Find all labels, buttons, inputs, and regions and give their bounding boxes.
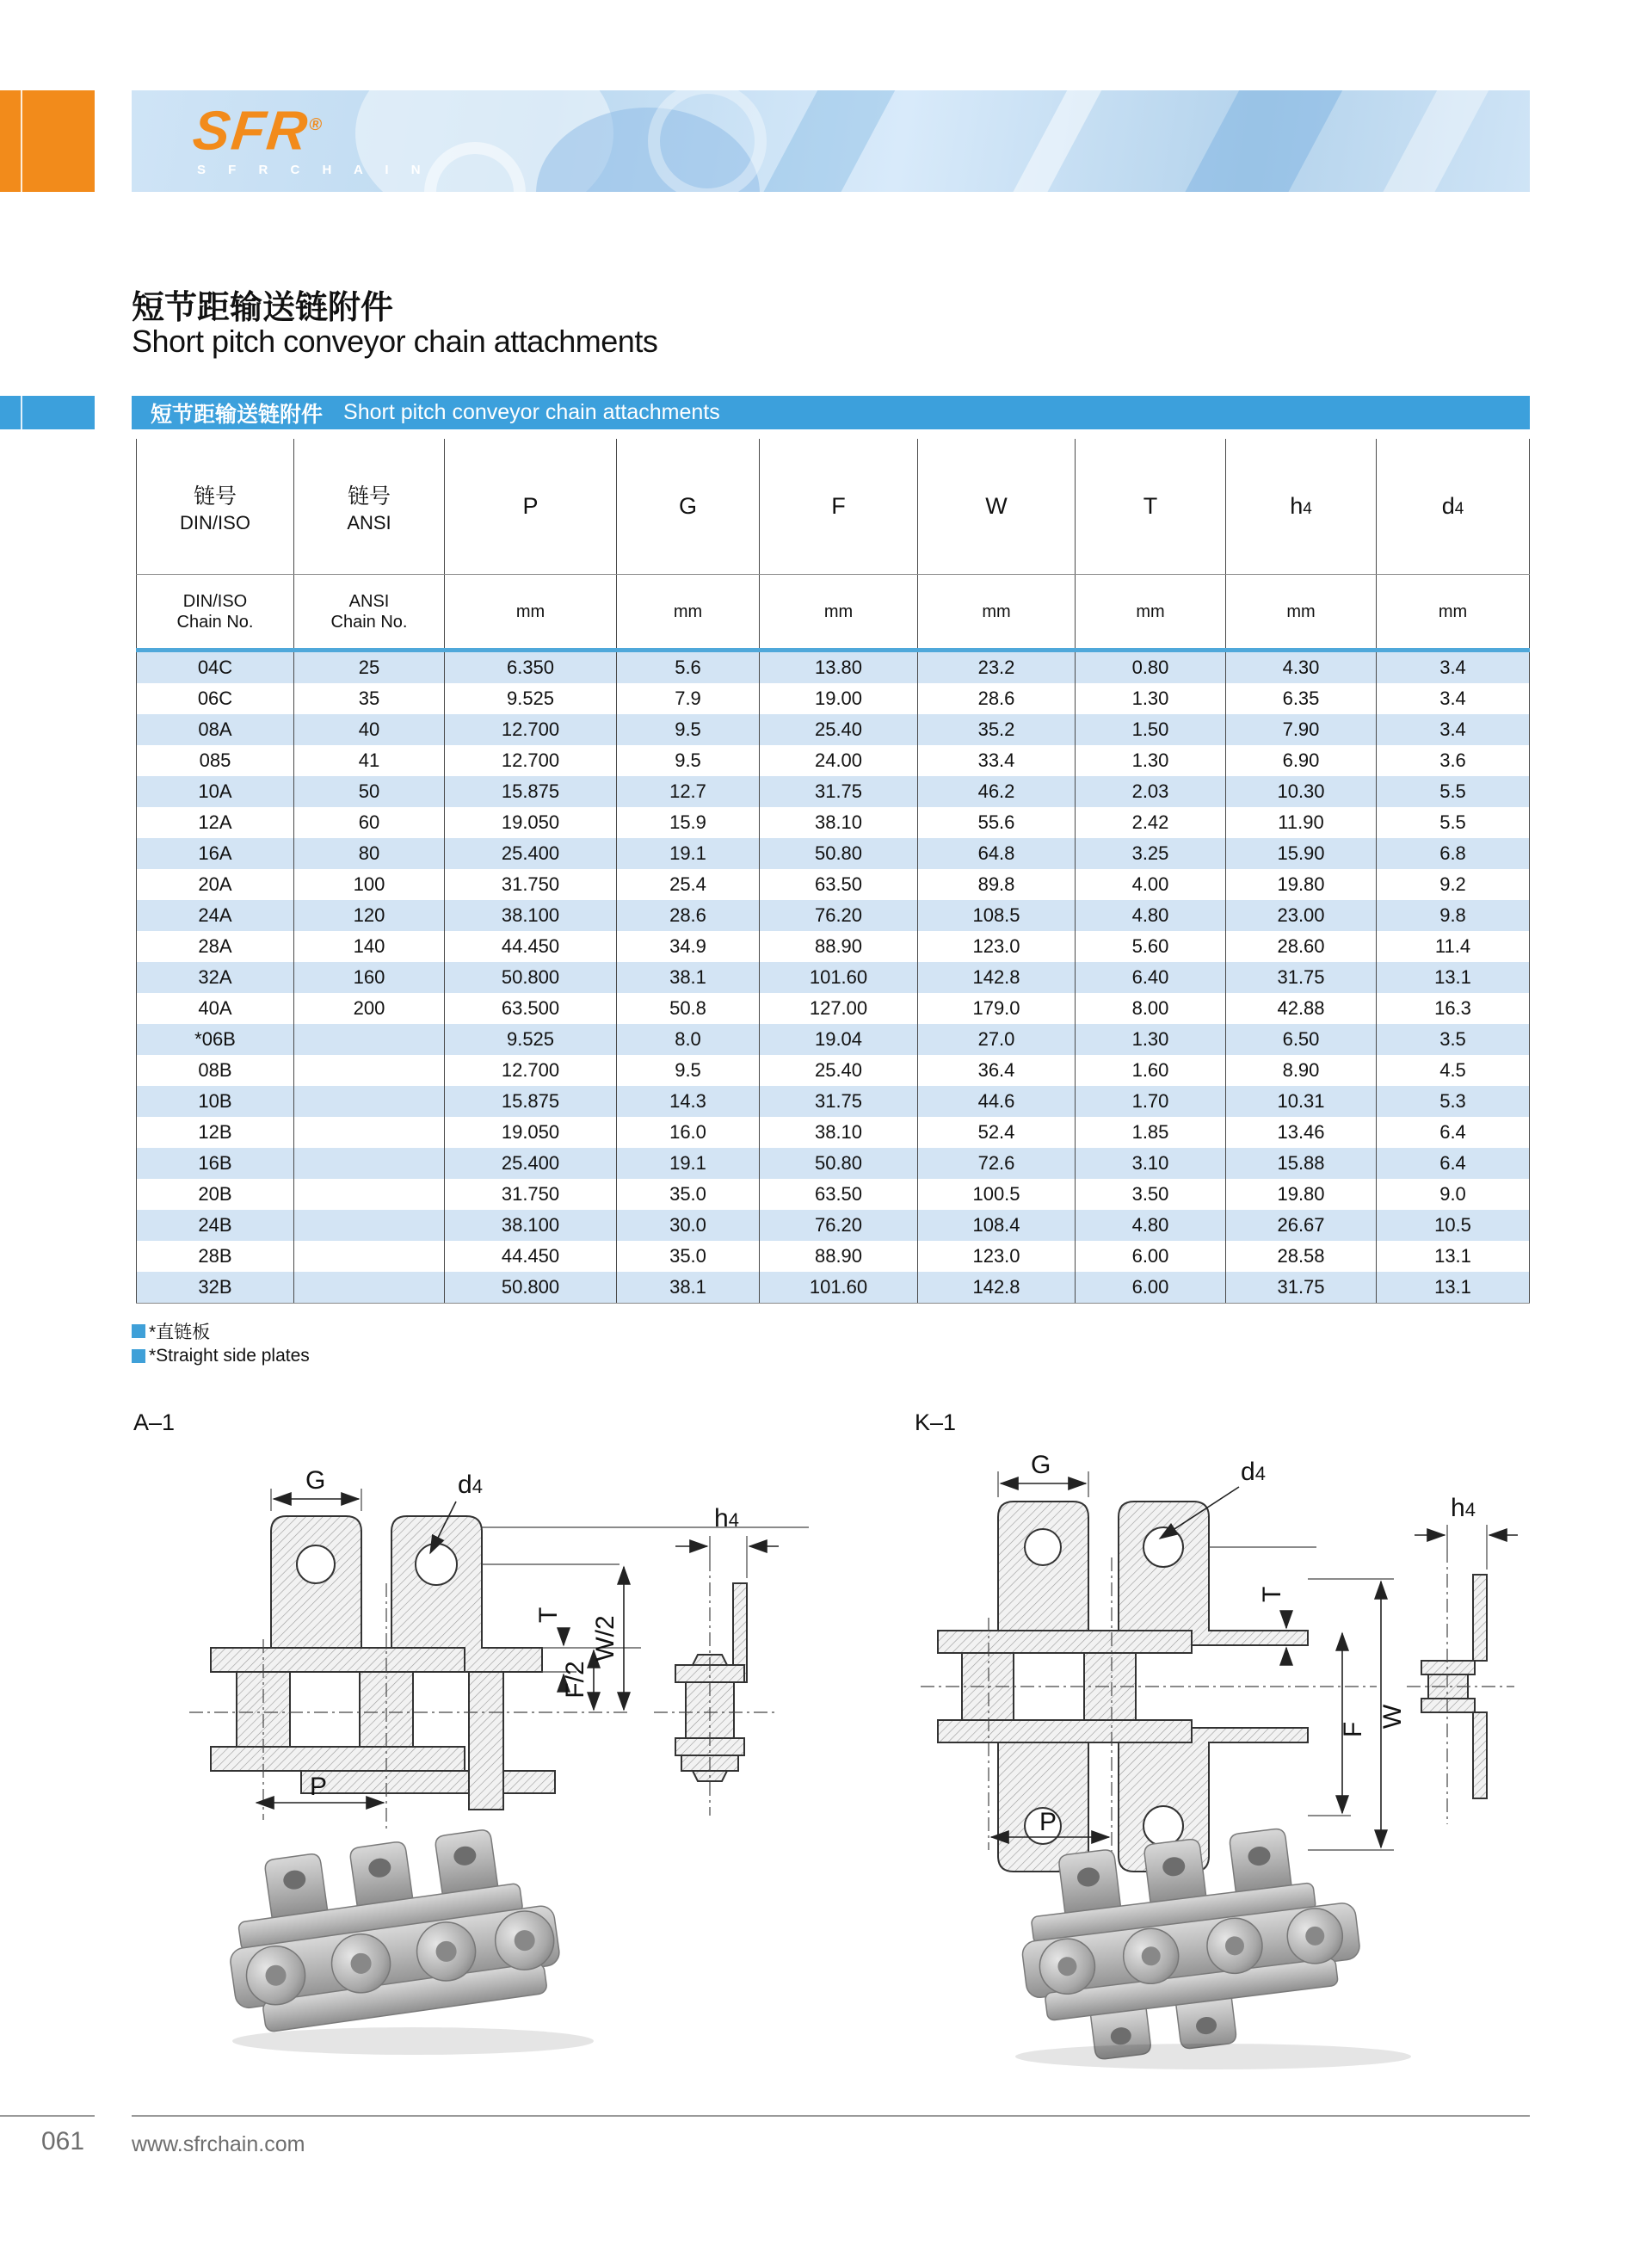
- svg-text:d4: d4: [458, 1471, 483, 1499]
- table-cell: [294, 1148, 445, 1179]
- table-cell: 28.58: [1226, 1241, 1377, 1272]
- table-cell: 89.8: [918, 869, 1076, 900]
- table-cell: 50.800: [445, 962, 617, 993]
- table-cell: 1.70: [1076, 1086, 1226, 1117]
- table-cell: 38.1: [617, 962, 760, 993]
- svg-text:P: P: [1039, 1808, 1057, 1836]
- unit-cell: mm: [1076, 575, 1226, 648]
- technical-drawing-a1: [172, 1454, 826, 1833]
- table-cell: 40A: [136, 993, 294, 1024]
- table-cell: 9.525: [445, 683, 617, 714]
- table-cell: 36.4: [918, 1055, 1076, 1086]
- table-cell: 127.00: [760, 993, 918, 1024]
- table-cell: 6.35: [1226, 683, 1377, 714]
- table-cell: 35: [294, 683, 445, 714]
- col-header-d4: d4: [1377, 439, 1530, 574]
- table-cell: 123.0: [918, 931, 1076, 962]
- table-cell: 6.350: [445, 652, 617, 683]
- table-cell: 25: [294, 652, 445, 683]
- table-cell: 12B: [136, 1117, 294, 1148]
- table-cell: 19.00: [760, 683, 918, 714]
- table-cell: 32B: [136, 1272, 294, 1303]
- table-cell: [294, 1241, 445, 1272]
- table-cell: 8.00: [1076, 993, 1226, 1024]
- table-cell: 6.8: [1377, 838, 1530, 869]
- footnote-zh: *直链板: [132, 1318, 210, 1344]
- col-header-p: P: [445, 439, 617, 574]
- table-cell: 25.40: [760, 1055, 918, 1086]
- section-bar-accent: [0, 396, 95, 429]
- table-cell: 38.100: [445, 1210, 617, 1241]
- page-number: 061: [41, 2127, 85, 2155]
- unit-cell: mm: [445, 575, 617, 648]
- table-cell: 3.5: [1377, 1024, 1530, 1055]
- table-cell: 38.10: [760, 807, 918, 838]
- table-cell: 63.50: [760, 869, 918, 900]
- table-cell: 50: [294, 776, 445, 807]
- svg-text:G: G: [305, 1466, 326, 1495]
- diagram-label-a1: A–1: [133, 1409, 176, 1435]
- unit-cell: mm: [918, 575, 1076, 648]
- footnote-square-icon: [132, 1349, 145, 1363]
- header-banner: [132, 90, 1530, 192]
- table-cell: 6.00: [1076, 1241, 1226, 1272]
- unit-cell: mm: [1226, 575, 1377, 648]
- table-cell: 108.4: [918, 1210, 1076, 1241]
- table-cell: 1.30: [1076, 745, 1226, 776]
- table-cell: 9.8: [1377, 900, 1530, 931]
- table-row: [136, 931, 1530, 962]
- table-cell: 04C: [136, 652, 294, 683]
- svg-text:T: T: [534, 1607, 563, 1623]
- table-cell: 88.90: [760, 931, 918, 962]
- table-cell: 160: [294, 962, 445, 993]
- table-cell: 9.5: [617, 714, 760, 745]
- svg-text:T: T: [1258, 1586, 1286, 1602]
- table-cell: 28.60: [1226, 931, 1377, 962]
- footer-rule-right: [132, 2115, 1530, 2117]
- table-row: [136, 1179, 1530, 1210]
- table-cell: 31.75: [760, 776, 918, 807]
- table-cell: 8.90: [1226, 1055, 1377, 1086]
- table-cell: 10A: [136, 776, 294, 807]
- table-cell: 12A: [136, 807, 294, 838]
- table-cell: 7.90: [1226, 714, 1377, 745]
- table-cell: 44.6: [918, 1086, 1076, 1117]
- table-cell: 5.60: [1076, 931, 1226, 962]
- table-cell: 72.6: [918, 1148, 1076, 1179]
- col-header-din-iso: 链号 DIN/ISO: [136, 439, 294, 574]
- table-cell: 19.1: [617, 838, 760, 869]
- table-cell: 80: [294, 838, 445, 869]
- table-row: [136, 1024, 1530, 1055]
- section-title-zh: 短节距输送链附件: [151, 402, 324, 427]
- unit-cell: DIN/ISO Chain No.: [136, 575, 294, 648]
- table-row: [136, 745, 1530, 776]
- table-row: [136, 776, 1530, 807]
- table-cell: 6.4: [1377, 1117, 1530, 1148]
- table-row: [136, 838, 1530, 869]
- table-row: [136, 807, 1530, 838]
- table-cell: 31.750: [445, 869, 617, 900]
- table-cell: 200: [294, 993, 445, 1024]
- table-row: [136, 962, 1530, 993]
- table-cell: 34.9: [617, 931, 760, 962]
- table-cell: 15.9: [617, 807, 760, 838]
- website-url[interactable]: www.sfrchain.com: [132, 2132, 305, 2156]
- table-cell: 50.80: [760, 838, 918, 869]
- table-cell: 5.5: [1377, 776, 1530, 807]
- table-cell: 14.3: [617, 1086, 760, 1117]
- table-cell: 63.50: [760, 1179, 918, 1210]
- table-cell: 9.2: [1377, 869, 1530, 900]
- table-cell: 3.4: [1377, 652, 1530, 683]
- table-cell: 28.6: [617, 900, 760, 931]
- table-cell: 3.25: [1076, 838, 1226, 869]
- svg-text:P: P: [310, 1773, 328, 1801]
- table-cell: 25.40: [760, 714, 918, 745]
- footnote-square-icon: [132, 1324, 145, 1338]
- table-cell: [294, 1055, 445, 1086]
- table-cell: 19.80: [1226, 869, 1377, 900]
- sfr-logo-subtitle: S F R C H A I N: [197, 163, 430, 177]
- table-cell: 10.31: [1226, 1086, 1377, 1117]
- table-cell: 50.8: [617, 993, 760, 1024]
- table-cell: 108.5: [918, 900, 1076, 931]
- table-cell: 179.0: [918, 993, 1076, 1024]
- table-cell: 63.500: [445, 993, 617, 1024]
- svg-text:F: F: [1339, 1721, 1367, 1738]
- table-cell: 40: [294, 714, 445, 745]
- table-cell: 28B: [136, 1241, 294, 1272]
- svg-text:d4: d4: [1241, 1458, 1266, 1486]
- table-cell: 11.90: [1226, 807, 1377, 838]
- table-cell: 76.20: [760, 900, 918, 931]
- table-cell: 1.85: [1076, 1117, 1226, 1148]
- table-cell: 142.8: [918, 962, 1076, 993]
- table-cell: 13.1: [1377, 1241, 1530, 1272]
- table-cell: 31.75: [1226, 962, 1377, 993]
- table-cell: 24.00: [760, 745, 918, 776]
- table-cell: 10B: [136, 1086, 294, 1117]
- table-cell: 085: [136, 745, 294, 776]
- table-cell: 64.8: [918, 838, 1076, 869]
- table-row: [136, 1148, 1530, 1179]
- table-cell: 16B: [136, 1148, 294, 1179]
- table-cell: 101.60: [760, 1272, 918, 1303]
- table-row: [136, 714, 1530, 745]
- table-cell: 50.800: [445, 1272, 617, 1303]
- table-cell: 33.4: [918, 745, 1076, 776]
- table-cell: 101.60: [760, 962, 918, 993]
- table-cell: 13.1: [1377, 962, 1530, 993]
- table-cell: 13.1: [1377, 1272, 1530, 1303]
- table-cell: 15.90: [1226, 838, 1377, 869]
- table-cell: 3.10: [1076, 1148, 1226, 1179]
- table-cell: 44.450: [445, 1241, 617, 1272]
- chain-roller-ring: [648, 90, 767, 192]
- table-row: [136, 1210, 1530, 1241]
- table-cell: 08B: [136, 1055, 294, 1086]
- table-cell: 35.2: [918, 714, 1076, 745]
- table-cell: 35.0: [617, 1241, 760, 1272]
- table-cell: 5.6: [617, 652, 760, 683]
- table-cell: 100: [294, 869, 445, 900]
- table-body: [136, 652, 1530, 1303]
- table-cell: 08A: [136, 714, 294, 745]
- svg-text:W: W: [1378, 1704, 1407, 1730]
- table-cell: 26.67: [1226, 1210, 1377, 1241]
- table-cell: 1.30: [1076, 683, 1226, 714]
- table-cell: 15.875: [445, 1086, 617, 1117]
- table-cell: 38.100: [445, 900, 617, 931]
- page-title-en: Short pitch conveyor chain attachments: [132, 324, 658, 359]
- svg-text:h4: h4: [714, 1504, 739, 1533]
- table-cell: 5.5: [1377, 807, 1530, 838]
- table-cell: 3.4: [1377, 714, 1530, 745]
- table-cell: 8.0: [617, 1024, 760, 1055]
- col-header-ansi: 链号 ANSI: [294, 439, 445, 574]
- table-cell: 0.80: [1076, 652, 1226, 683]
- table-row: [136, 869, 1530, 900]
- table-cell: 123.0: [918, 1241, 1076, 1272]
- table-cell: 06C: [136, 683, 294, 714]
- table-cell: [294, 1117, 445, 1148]
- table-cell: 31.75: [760, 1086, 918, 1117]
- table-cell: 20A: [136, 869, 294, 900]
- unit-cell: ANSI Chain No.: [294, 575, 445, 648]
- table-cell: 60: [294, 807, 445, 838]
- table-bottom-border: [136, 1303, 1530, 1304]
- table-cell: 10.30: [1226, 776, 1377, 807]
- svg-text:W/2: W/2: [591, 1615, 620, 1662]
- table-cell: 24B: [136, 1210, 294, 1241]
- table-cell: 13.46: [1226, 1117, 1377, 1148]
- page-title-zh: 短节距输送链附件: [132, 290, 394, 326]
- table-cell: 4.80: [1076, 1210, 1226, 1241]
- footer-rule-left: [0, 2115, 95, 2117]
- section-title-en: Short pitch conveyor chain attachments: [343, 400, 720, 424]
- table-cell: 4.80: [1076, 900, 1226, 931]
- table-cell: *06B: [136, 1024, 294, 1055]
- table-cell: 19.050: [445, 1117, 617, 1148]
- dimension-table: [136, 439, 1530, 1304]
- table-row: [136, 1086, 1530, 1117]
- table-cell: 12.700: [445, 745, 617, 776]
- col-header-h4: h4: [1226, 439, 1377, 574]
- table-cell: 4.00: [1076, 869, 1226, 900]
- table-cell: 25.400: [445, 838, 617, 869]
- table-cell: 100.5: [918, 1179, 1076, 1210]
- svg-text:G: G: [1031, 1451, 1051, 1479]
- table-cell: 16.0: [617, 1117, 760, 1148]
- table-cell: 19.80: [1226, 1179, 1377, 1210]
- table-cell: 12.7: [617, 776, 760, 807]
- table-cell: 88.90: [760, 1241, 918, 1272]
- table-cell: 140: [294, 931, 445, 962]
- table-cell: [294, 1210, 445, 1241]
- table-cell: 142.8: [918, 1272, 1076, 1303]
- table-cell: 11.4: [1377, 931, 1530, 962]
- table-cell: 38.1: [617, 1272, 760, 1303]
- table-cell: 25.4: [617, 869, 760, 900]
- table-cell: 55.6: [918, 807, 1076, 838]
- table-cell: [294, 1179, 445, 1210]
- table-row: [136, 1272, 1530, 1303]
- col-header-f: F: [760, 439, 918, 574]
- table-cell: 3.4: [1377, 683, 1530, 714]
- table-cell: 9.5: [617, 1055, 760, 1086]
- table-cell: [294, 1272, 445, 1303]
- table-cell: 6.50: [1226, 1024, 1377, 1055]
- sfr-logo: SFR®: [189, 99, 324, 162]
- table-cell: 3.6: [1377, 745, 1530, 776]
- table-cell: 6.4: [1377, 1148, 1530, 1179]
- table-cell: 15.88: [1226, 1148, 1377, 1179]
- table-cell: 1.30: [1076, 1024, 1226, 1055]
- table-cell: 9.525: [445, 1024, 617, 1055]
- table-row: [136, 900, 1530, 931]
- table-cell: 4.30: [1226, 652, 1377, 683]
- table-cell: 50.80: [760, 1148, 918, 1179]
- table-cell: 16A: [136, 838, 294, 869]
- table-cell: 30.0: [617, 1210, 760, 1241]
- table-cell: 10.5: [1377, 1210, 1530, 1241]
- table-cell: 32A: [136, 962, 294, 993]
- product-photo-a1: [198, 1816, 645, 2074]
- table-cell: 6.40: [1076, 962, 1226, 993]
- col-header-t: T: [1076, 439, 1226, 574]
- section-header-bar: [132, 396, 1530, 429]
- table-cell: 12.700: [445, 1055, 617, 1086]
- table-cell: 9.0: [1377, 1179, 1530, 1210]
- table-cell: 25.400: [445, 1148, 617, 1179]
- table-cell: 42.88: [1226, 993, 1377, 1024]
- table-cell: 23.00: [1226, 900, 1377, 931]
- table-row: [136, 993, 1530, 1024]
- table-cell: 9.5: [617, 745, 760, 776]
- table-cell: 1.60: [1076, 1055, 1226, 1086]
- footnote-en: *Straight side plates: [132, 1346, 310, 1366]
- table-row: [136, 683, 1530, 714]
- unit-cell: mm: [1377, 575, 1530, 648]
- svg-text:h4: h4: [1451, 1494, 1476, 1522]
- table-cell: 19.04: [760, 1024, 918, 1055]
- table-cell: 7.9: [617, 683, 760, 714]
- table-cell: 1.50: [1076, 714, 1226, 745]
- table-cell: 6.00: [1076, 1272, 1226, 1303]
- table-cell: 4.5: [1377, 1055, 1530, 1086]
- table-cell: 19.050: [445, 807, 617, 838]
- table-cell: 20B: [136, 1179, 294, 1210]
- unit-cell: mm: [617, 575, 760, 648]
- table-row: [136, 1117, 1530, 1148]
- table-row: [136, 1241, 1530, 1272]
- table-cell: 28.6: [918, 683, 1076, 714]
- table-cell: 2.03: [1076, 776, 1226, 807]
- table-cell: 15.875: [445, 776, 617, 807]
- unit-cell: mm: [760, 575, 918, 648]
- table-cell: 31.75: [1226, 1272, 1377, 1303]
- table-cell: 28A: [136, 931, 294, 962]
- product-photo-k1: [955, 1807, 1506, 2074]
- table-cell: 3.50: [1076, 1179, 1226, 1210]
- table-cell: 35.0: [617, 1179, 760, 1210]
- table-cell: 44.450: [445, 931, 617, 962]
- svg-text:F/2: F/2: [561, 1661, 589, 1699]
- table-cell: 27.0: [918, 1024, 1076, 1055]
- col-header-w: W: [918, 439, 1076, 574]
- table-cell: 52.4: [918, 1117, 1076, 1148]
- table-cell: 76.20: [760, 1210, 918, 1241]
- table-cell: [294, 1086, 445, 1117]
- table-cell: 120: [294, 900, 445, 931]
- diagram-label-k1: K–1: [915, 1409, 957, 1435]
- table-cell: 2.42: [1076, 807, 1226, 838]
- table-cell: [294, 1024, 445, 1055]
- table-cell: 23.2: [918, 652, 1076, 683]
- table-header-row-2: [136, 575, 1530, 648]
- table-cell: 5.3: [1377, 1086, 1530, 1117]
- registered-mark: ®: [308, 115, 324, 134]
- table-header-row-1: [136, 439, 1530, 574]
- orange-accent-block: [0, 90, 95, 192]
- table-cell: 46.2: [918, 776, 1076, 807]
- table-cell: 38.10: [760, 1117, 918, 1148]
- table-cell: 13.80: [760, 652, 918, 683]
- table-cell: 16.3: [1377, 993, 1530, 1024]
- table-row: [136, 652, 1530, 683]
- table-cell: 6.90: [1226, 745, 1377, 776]
- table-cell: 31.750: [445, 1179, 617, 1210]
- table-row: [136, 1055, 1530, 1086]
- table-cell: 41: [294, 745, 445, 776]
- table-cell: 19.1: [617, 1148, 760, 1179]
- col-header-g: G: [617, 439, 760, 574]
- table-cell: 12.700: [445, 714, 617, 745]
- table-cell: 24A: [136, 900, 294, 931]
